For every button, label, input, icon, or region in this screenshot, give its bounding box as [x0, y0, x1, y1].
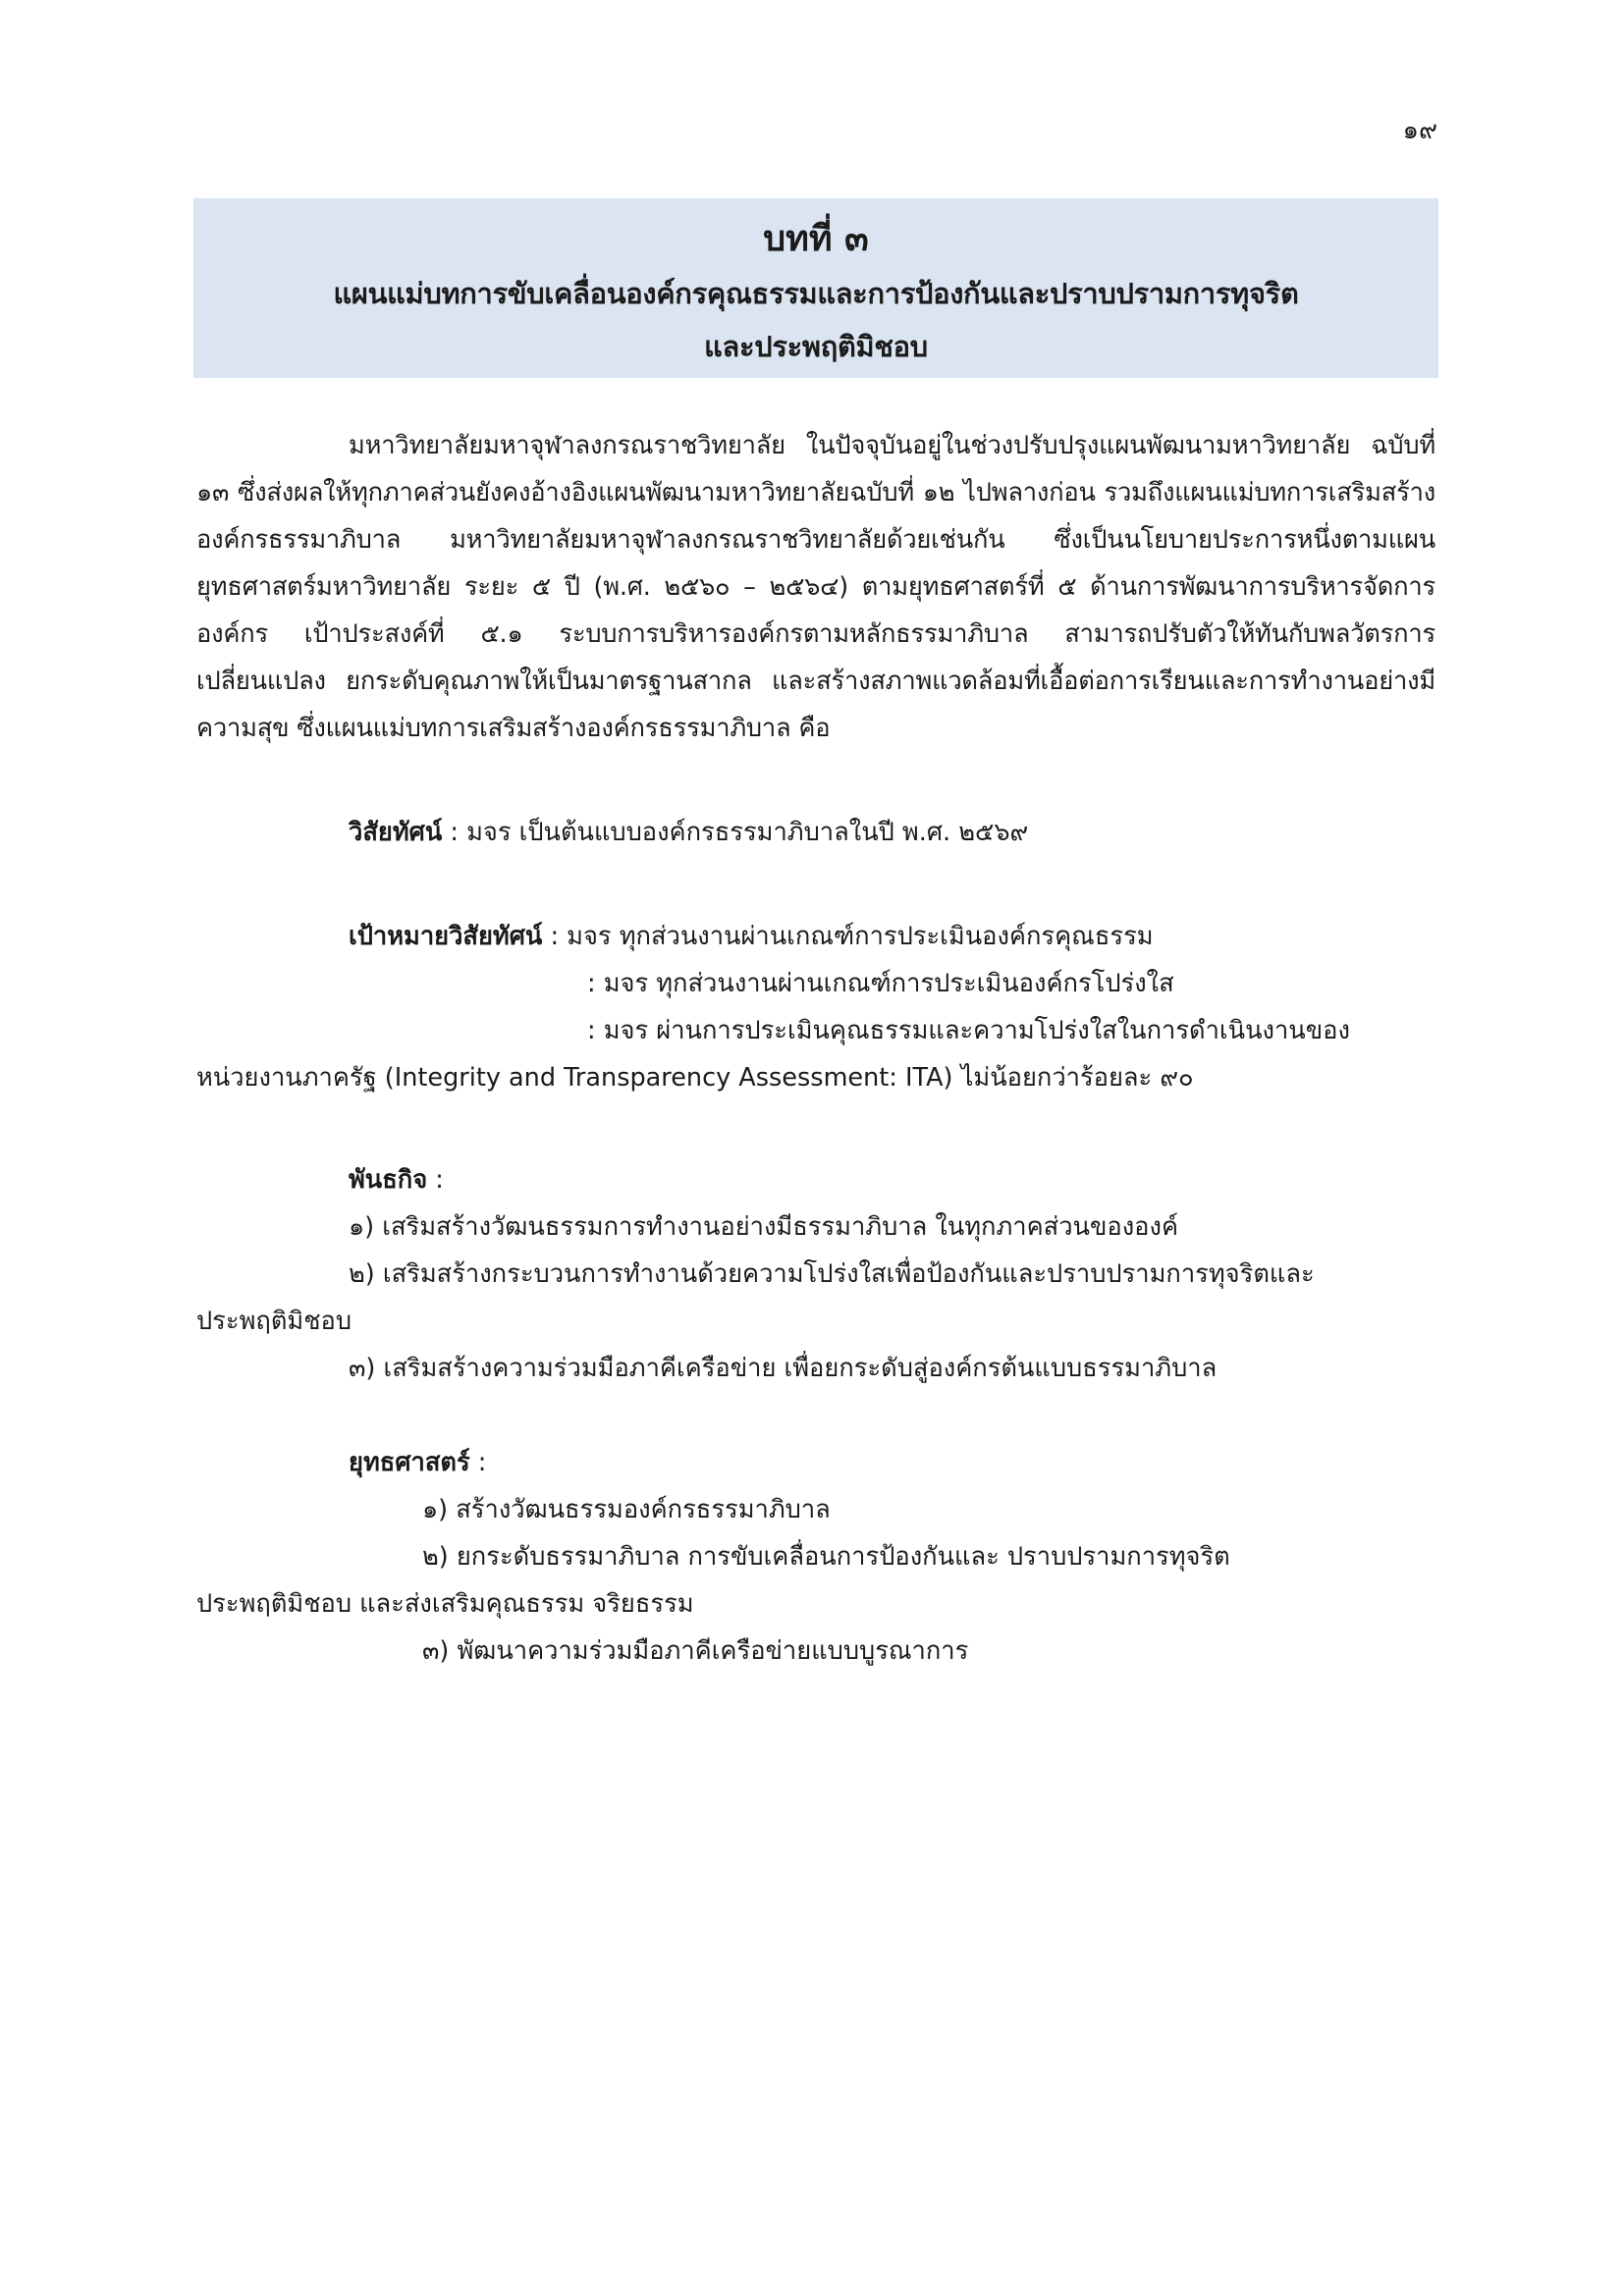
vision-section: [196, 809, 1435, 856]
document-body: [196, 422, 1435, 1675]
strategy-label: ยุทธศาสตร์: [349, 1448, 470, 1477]
strategy-item-1: ๑) สร้างวัฒนธรรมองค์กรธรรมาภิบาล: [422, 1495, 831, 1524]
strategy-colon: :: [469, 1448, 487, 1477]
chapter-title-line-1: แผนแม่บทการขับเคลื่อนองค์กรคุณธรรมและการป้องกันและปราบปรามการทุจริต: [333, 277, 1299, 310]
mission-item-2: ๒) เสริมสร้างกระบวนการทำงานด้วยความโปร่งใสเพื่อป้องกันและปราบปรามการทุจริตและ: [349, 1259, 1315, 1289]
strategy-item-2-continued: ประพฤติมิชอบ และส่งเสริมคุณธรรม จริยธรรม: [196, 1589, 694, 1619]
vision-target-item-3: : มจร ผ่านการประเมินคุณธรรมและความโปร่งใสในการดำเนินงานของ: [587, 1016, 1350, 1045]
vision-text: : มจร เป็นต้นแบบองค์กรธรรมาภิบาลในปี พ.ศ. ๒๕๖๙: [442, 818, 1029, 847]
mission-item-3: ๓) เสริมสร้างความร่วมมือภาคีเครือข่าย เพื่อยกระดับสู่องค์กรต้นแบบธรรมาภิบาล: [349, 1354, 1218, 1383]
page-number: ๑๙: [1402, 116, 1437, 145]
chapter-header: [193, 198, 1438, 378]
mission-item-1: ๑) เสริมสร้างวัฒนธรรมการทำงานอย่างมีธรรมาภิบาล ในทุกภาคส่วนขององค์: [349, 1212, 1179, 1242]
strategy-item-3: ๓) พัฒนาความร่วมมือภาคีเครือข่ายแบบบูรณาการ: [422, 1636, 969, 1666]
mission-item-2-continued: ประพฤติมิชอบ: [196, 1307, 352, 1336]
mission-label: พันธกิจ: [349, 1165, 428, 1195]
vision-target-item-2: : มจร ทุกส่วนงานผ่านเกณฑ์การประเมินองค์กรโปร่งใส: [587, 969, 1174, 998]
vision-target-item-3-continued: หน่วยงานภาครัฐ (Integrity and Transparency Assessment: ITA) ไม่น้อยกว่าร้อยละ ๙๐: [196, 1063, 1194, 1093]
chapter-number: บทที่ ๓: [763, 219, 869, 259]
mission-section: [196, 1156, 1435, 1392]
chapter-title-line-2: และประพฤติมิชอบ: [704, 330, 928, 363]
mission-colon: :: [427, 1165, 444, 1195]
vision-label: วิสัยทัศน์: [349, 818, 443, 847]
strategy-item-2: ๒) ยกระดับธรรมาภิบาล การขับเคลื่อนการป้องกันและ ปราบปรามการทุจริต: [422, 1542, 1230, 1572]
strategy-section: [196, 1439, 1435, 1675]
vision-target-section: [196, 913, 1435, 1101]
vision-target-label: เป้าหมายวิสัยทัศน์: [349, 922, 543, 951]
vision-target-item-1: : มจร ทุกส่วนงานผ่านเกณฑ์การประเมินองค์กรคุณธรรม: [542, 922, 1154, 951]
intro-paragraph: มหาวิทยาลัยมหาจุฬาลงกรณราชวิทยาลัย ในปัจจุบันอยู่ในช่วงปรับปรุงแผนพัฒนามหาวิทยาลัย ฉบับที่ ๑๓ ซึ่งส่งผลให้ทุกภาคส่วนยังคงอ้างอิงแผนพัฒนามหาวิทยาลัยฉบับที่ ๑๒ ไปพลางก่อน รวมถึงแผนแม่บทการเสริมสร้างองค์กรธรรมาภิบาล มหาวิทยาลัยมหาจุฬาลงกรณราชวิทยาลัยด้วยเช่นกัน ซึ่งเป็นนโยบายประการหนึ่งตามแผนยุทธศาสตร์มหาวิทยาลัย ระยะ ๕ ปี (พ.ศ. ๒๕๖๐ – ๒๕๖๔) ตามยุทธศาสตร์ที่ ๕ ด้านการพัฒนาการบริหารจัดการองค์กร เป้าประสงค์ที่ ๕.๑ ระบบการบริหารองค์กรตามหลักธรรมาภิบาล สามารถปรับตัวให้ทันกับพลวัตรการเปลี่ยนแปลง ยกระดับคุณภาพให้เป็นมาตรฐานสากล และสร้างสภาพแวดล้อมที่เอื้อต่อการเรียนและการทำงานอย่างมีความสุข ซึ่งแผนแม่บทการเสริมสร้างองค์กรธรรมาภิบาล คือ: [196, 431, 1435, 743]
